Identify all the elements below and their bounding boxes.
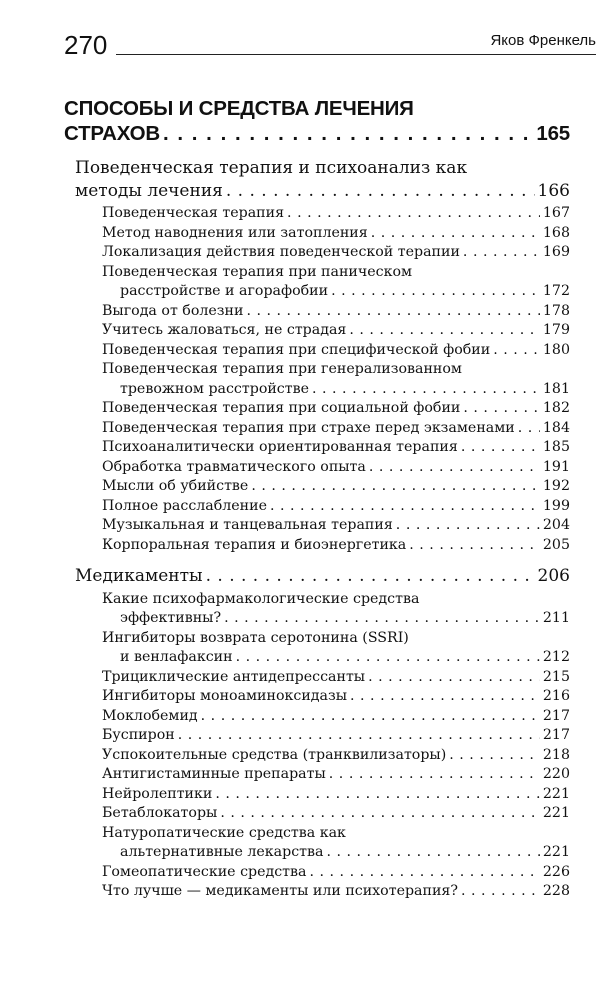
entry-row: [102, 477, 570, 497]
table-of-contents: [64, 96, 570, 902]
toc-entry: [102, 341, 570, 361]
dot-leader: [287, 204, 540, 224]
entry-title: Поведенческая терапия при социальной фобии: [102, 400, 461, 416]
entry-page-number: 181: [542, 380, 570, 397]
dot-leader: [206, 565, 535, 588]
entry-page-number: 211: [542, 610, 570, 626]
chapter-page-number: 206: [537, 566, 570, 586]
entry-page-number: 216: [542, 688, 570, 704]
entry-row: [102, 882, 570, 902]
entry-row: [102, 380, 570, 400]
entry-title: Корпоральная терапия и биоэнергетика: [102, 536, 407, 553]
running-header-author: Яков Френкель: [484, 32, 596, 49]
toc-entry: [102, 477, 570, 497]
entry-row: [102, 321, 570, 341]
toc-entry: [102, 590, 570, 629]
dot-leader: [463, 243, 540, 263]
entry-row: [102, 204, 570, 224]
entry-row: [102, 536, 570, 556]
dot-leader: [463, 399, 540, 419]
entry-row: [102, 497, 570, 517]
dot-leader: [163, 121, 533, 146]
entry-title: Метод наводнения или затопления: [102, 224, 368, 241]
dot-leader: [350, 687, 540, 707]
toc-entry: [102, 399, 570, 419]
entry-title: Полное расслабление: [102, 497, 267, 514]
dot-leader: [329, 765, 540, 785]
dot-leader: [201, 707, 540, 727]
toc-entry: [102, 536, 570, 556]
entry-page-number: 179: [542, 322, 570, 338]
dot-leader: [326, 843, 539, 863]
toc-entry: [102, 243, 570, 263]
section-heading: [64, 96, 570, 146]
toc-entry: [102, 224, 570, 244]
chapter-list: [64, 157, 570, 902]
entry-page-number: 204: [542, 517, 570, 533]
entry-row: [102, 785, 570, 805]
entry-title-line: Поведенческая терапия при паническом: [102, 263, 413, 280]
dot-leader: [178, 726, 540, 746]
entry-row: [102, 243, 570, 263]
entry-title: Нейролептики: [102, 785, 213, 802]
toc-entry: [102, 458, 570, 478]
entry-page-number: 191: [542, 458, 570, 475]
entry-title: тревожном расстройстве: [120, 380, 309, 397]
entry-title: Обработка травматического опыта: [102, 458, 366, 475]
entry-page-number: 226: [542, 863, 570, 880]
toc-entry: [102, 321, 570, 341]
toc-entry: [102, 882, 570, 902]
toc-entry: [102, 785, 570, 805]
entry-row: [102, 746, 570, 766]
entry-title: Психоаналитически ориентированная терапия: [102, 439, 458, 455]
entry-title: Поведенческая терапия при специфической фобии: [102, 341, 491, 358]
entry-title: Бетаблокаторы: [102, 805, 218, 821]
toc-entry: [102, 824, 570, 863]
dot-leader: [226, 180, 535, 203]
dot-leader: [220, 804, 540, 824]
entry-row: [102, 843, 570, 863]
toc-chapter: [75, 157, 570, 555]
dot-leader: [461, 438, 540, 458]
entry-title: и венлафаксин: [120, 649, 233, 665]
entry-title: Ингибиторы моноаминоксидазы: [102, 688, 348, 704]
entry-row: [102, 419, 570, 439]
toc-entry: [102, 707, 570, 727]
section-title-row: [64, 121, 570, 146]
toc-entry: [102, 263, 570, 302]
dot-leader: [331, 282, 540, 302]
entry-page-number: 185: [542, 439, 570, 455]
entry-page-number: 205: [542, 536, 570, 553]
toc-entry: [102, 765, 570, 785]
dot-leader: [236, 648, 540, 668]
dot-leader: [309, 863, 539, 883]
entry-page-number: 172: [542, 283, 570, 299]
toc-entry: [102, 497, 570, 517]
dot-leader: [461, 882, 540, 902]
entry-title: Трициклические антидепрессанты: [102, 668, 366, 685]
entry-title: эффективны?: [120, 610, 222, 626]
entry-row: [102, 438, 570, 458]
chapter-title-row: [75, 180, 570, 203]
dot-leader: [409, 536, 540, 556]
dot-leader: [349, 321, 540, 341]
entry-row: [102, 224, 570, 244]
section-title-line: СПОСОБЫ И СРЕДСТВА ЛЕЧЕНИЯ: [64, 97, 414, 120]
dot-leader: [493, 341, 540, 361]
section-title-line: СТРАХОВ: [64, 122, 160, 145]
entry-title: Поведенческая терапия: [102, 205, 285, 221]
entry-row: [102, 341, 570, 361]
entry-title-line: Натуропатические средства как: [102, 824, 346, 841]
dot-leader: [215, 785, 540, 805]
entry-row: [102, 302, 570, 322]
toc-entry: [102, 687, 570, 707]
entry-page-number: 182: [542, 400, 570, 416]
chapter-title-line: методы лечения: [75, 180, 223, 201]
entry-page-number: 215: [542, 668, 570, 685]
dot-leader: [368, 668, 540, 688]
chapter-title-line: Поведенческая терапия и психоанализ как: [75, 158, 468, 178]
entry-row: [102, 765, 570, 785]
toc-entry: [102, 419, 570, 439]
entry-title: Музыкальная и танцевальная терапия: [102, 517, 393, 533]
entry-row: [102, 282, 570, 302]
entry-title-line: Поведенческая терапия при генерализованном: [102, 361, 462, 377]
entry-title-line: Какие психофармакологические средства: [102, 590, 420, 607]
dot-leader: [246, 302, 539, 322]
page-number: 270: [64, 30, 108, 60]
entry-page-number: 168: [542, 224, 570, 241]
entry-title: Выгода от болезни: [102, 302, 244, 319]
dot-leader: [396, 516, 540, 536]
entry-page-number: 218: [542, 746, 570, 763]
entry-title: альтернативные лекарства: [120, 844, 324, 860]
entry-title: Гомеопатические средства: [102, 863, 307, 880]
entry-page-number: 192: [542, 478, 570, 494]
entry-row: [102, 399, 570, 419]
entry-page-number: 180: [542, 341, 570, 358]
chapter-title-row: [75, 565, 570, 588]
toc-entry: [102, 629, 570, 668]
entry-page-number: 228: [542, 883, 570, 899]
entry-page-number: 212: [542, 649, 570, 665]
dot-leader: [251, 477, 540, 497]
toc-entry: [102, 668, 570, 688]
entry-title: Моклобемид: [102, 707, 198, 724]
dot-leader: [449, 746, 540, 766]
dot-leader: [270, 497, 540, 517]
entry-title: Буспирон: [102, 727, 175, 743]
section-page-number: 165: [536, 122, 570, 145]
dot-leader: [371, 224, 540, 244]
dot-leader: [369, 458, 540, 478]
entry-page-number: 220: [542, 766, 570, 782]
entry-title: Учитесь жаловаться, не страдая: [102, 322, 347, 338]
entry-title: Что лучше — медикаменты или психотерапия?: [102, 883, 458, 899]
toc-entry: [102, 746, 570, 766]
entry-row: [102, 516, 570, 536]
entry-page-number: 217: [542, 727, 570, 743]
entry-page-number: 169: [542, 244, 570, 260]
running-header: [64, 28, 596, 68]
chapter-title-line: Медикаменты: [75, 566, 203, 586]
dot-leader: [518, 419, 540, 439]
entry-page-number: 178: [542, 302, 570, 319]
entry-row: [102, 707, 570, 727]
entry-row: [102, 648, 570, 668]
entry-title: Мысли об убийстве: [102, 478, 249, 494]
toc-entry: [102, 360, 570, 399]
entry-page-number: 217: [542, 707, 570, 724]
entry-page-number: 199: [542, 497, 570, 514]
entry-page-number: 167: [542, 205, 570, 221]
chapter-page-number: 166: [537, 180, 570, 201]
entry-row: [102, 726, 570, 746]
entry-title: Успокоительные средства (транквилизаторы): [102, 746, 447, 763]
entry-page-number: 221: [542, 844, 570, 860]
toc-entry: [102, 863, 570, 883]
entry-page-number: 184: [542, 419, 570, 436]
toc-entry: [102, 516, 570, 536]
entry-row: [102, 609, 570, 629]
dot-leader: [224, 609, 540, 629]
entry-row: [102, 668, 570, 688]
entry-row: [102, 458, 570, 478]
entry-title: Антигистаминные препараты: [102, 766, 326, 782]
toc-chapter: [75, 565, 570, 902]
entry-title: расстройстве и агорафобии: [120, 283, 329, 299]
chapter-items: [102, 590, 570, 902]
toc-entry: [102, 804, 570, 824]
chapter-items: [102, 204, 570, 555]
entry-row: [102, 804, 570, 824]
dot-leader: [312, 380, 540, 400]
toc-entry: [102, 302, 570, 322]
entry-title: Локализация действия поведенческой терапии: [102, 244, 460, 260]
toc-entry: [102, 438, 570, 458]
entry-title-line: Ингибиторы возврата серотонина (SSRI): [102, 629, 409, 646]
entry-page-number: 221: [542, 805, 570, 821]
header-rule: [116, 54, 596, 55]
entry-page-number: 221: [542, 785, 570, 802]
toc-entry: [102, 726, 570, 746]
entry-row: [102, 687, 570, 707]
entry-title: Поведенческая терапия при страхе перед экзаменами: [102, 419, 515, 436]
entry-row: [102, 863, 570, 883]
toc-entry: [102, 204, 570, 224]
